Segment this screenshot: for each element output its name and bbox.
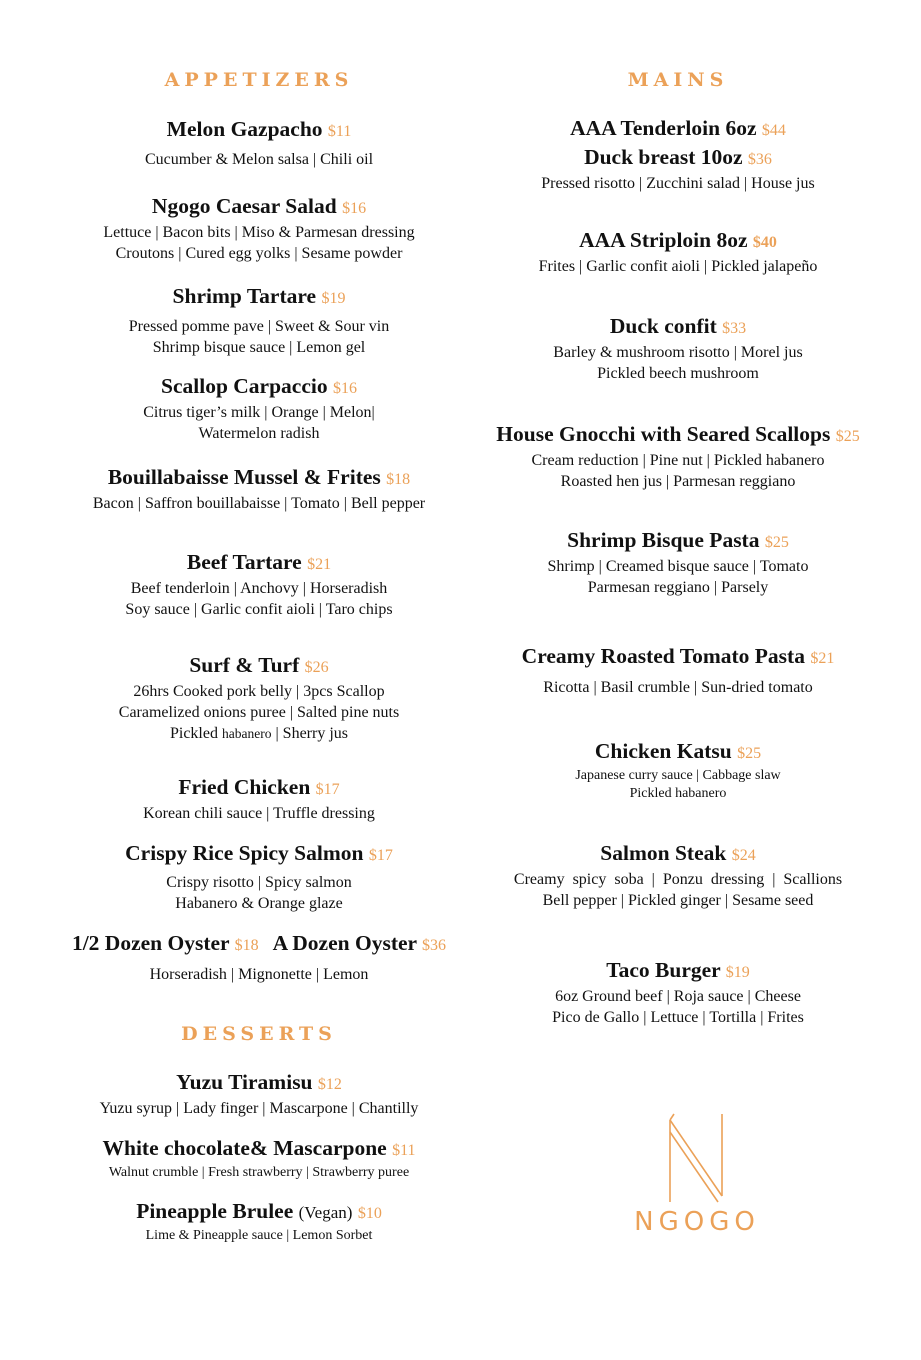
- item-description: Korean chili sauce | Truffle dressing: [143, 805, 375, 822]
- item-name: Yuzu Tiramisu: [176, 1070, 313, 1094]
- item-description: Pico de Gallo | Lettuce | Tortilla | Frites: [552, 1009, 804, 1026]
- item-description: Shrimp | Creamed bisque sauce | Tomato: [547, 558, 809, 575]
- item-price: $17: [315, 781, 340, 798]
- item-description: Cream reduction | Pine nut | Pickled habanero: [531, 452, 825, 469]
- item-name: Beef Tartare: [186, 550, 302, 574]
- item-description: Walnut crumble | Fresh strawberry | Strawberry puree: [108, 1165, 410, 1180]
- item-name: Taco Burger: [606, 958, 721, 982]
- mains-heading: MAINS: [627, 69, 729, 91]
- appetizers-heading: APPETIZERS: [164, 69, 354, 91]
- item-name: Fried Chicken: [178, 775, 311, 799]
- menu-item-crispy-rice-spicy-salmon: [40, 840, 478, 914]
- menu-item-scallop-carpaccio: [40, 373, 478, 444]
- item-price: $21: [307, 556, 332, 573]
- menu-item-ngogo-caesar-salad: [40, 193, 478, 264]
- item-price: $11: [327, 123, 352, 140]
- item-description: Soy sauce | Garlic confit aioli | Taro chips: [125, 601, 393, 618]
- item-name: Crispy Rice Spicy Salmon: [125, 841, 364, 865]
- item-price: $21: [810, 650, 835, 667]
- item-description: Lime & Pineapple sauce | Lemon Sorbet: [145, 1228, 373, 1243]
- menu-item-taco-burger: [478, 957, 878, 1028]
- menu-item-yuzu-tiramisu: [40, 1069, 478, 1119]
- item-description: Citrus tiger’s milk | Orange | Melon|: [143, 404, 375, 421]
- item-price: $36: [422, 937, 447, 954]
- menu-item-pineapple-brulee: [40, 1198, 478, 1245]
- item-name: Shrimp Tartare: [172, 284, 317, 308]
- menu-item-tenderloin-duck-breast: [478, 115, 878, 194]
- item-description: Lettuce | Bacon bits | Miso & Parmesan dressing: [103, 224, 415, 241]
- brand-wordmark: NGOGO: [634, 1207, 760, 1237]
- item-price: $36: [747, 151, 772, 168]
- item-name: White chocolate& Mascarpone: [102, 1136, 387, 1160]
- item-description: Frites | Garlic confit aioli | Pickled jalapeño: [538, 258, 818, 275]
- item-price: $33: [722, 320, 747, 337]
- item-price: $19: [725, 964, 750, 981]
- item-description: Cucumber & Melon salsa | Chili oil: [144, 151, 374, 168]
- item-description: Creamy spicy soba | Ponzu dressing | Scallions: [513, 871, 843, 888]
- menu-item-white-chocolate-mascarpone: [40, 1135, 478, 1182]
- item-price: $11: [392, 1142, 416, 1159]
- item-description: Yuzu syrup | Lady finger | Mascarpone | Chantilly: [99, 1100, 419, 1117]
- ngogo-logo: [622, 1112, 772, 1242]
- item-price: $24: [731, 847, 756, 864]
- item-price: $12: [317, 1076, 342, 1093]
- menu-item-bouillabaisse: [40, 464, 478, 514]
- item-name: Chicken Katsu: [594, 739, 732, 763]
- item-description: Croutons | Cured egg yolks | Sesame powder: [115, 245, 403, 262]
- item-description: 26hrs Cooked pork belly | 3pcs Scallop: [133, 683, 385, 700]
- menu-item-aaa-striploin: [478, 227, 878, 277]
- item-name: AAA Tenderloin 6oz: [570, 116, 757, 140]
- item-price: $25: [764, 534, 789, 551]
- item-description: Watermelon radish: [198, 425, 320, 442]
- item-name: AAA Striploin 8oz: [579, 228, 748, 252]
- item-description: 6oz Ground beef | Roja sauce | Cheese: [555, 988, 801, 1005]
- item-description: Bell pepper | Pickled ginger | Sesame seed: [542, 892, 814, 909]
- item-description: Crispy risotto | Spicy salmon: [166, 874, 352, 891]
- item-description: Pickled beech mushroom: [597, 365, 759, 382]
- menu-item-duck-confit: [478, 313, 878, 384]
- item-description: Caramelized onions puree | Salted pine nuts: [118, 704, 400, 721]
- item-description: Roasted hen jus | Parmesan reggiano: [560, 473, 796, 490]
- item-name: Ngogo Caesar Salad: [151, 194, 337, 218]
- item-price: $16: [342, 200, 367, 217]
- item-price: $40: [752, 234, 777, 251]
- item-name: Surf & Turf: [189, 653, 300, 677]
- item-price: $18: [234, 937, 259, 954]
- desserts-heading: DESSERTS: [181, 1023, 337, 1045]
- item-price: $19: [321, 290, 346, 307]
- item-name: Scallop Carpaccio: [161, 374, 328, 398]
- menu-item-house-gnocchi: [478, 421, 878, 492]
- item-description: Beef tenderloin | Anchovy | Horseradish: [130, 580, 388, 597]
- item-description: Ricotta | Basil crumble | Sun-dried tomato: [543, 679, 813, 696]
- menu-item-oysters: [40, 930, 478, 985]
- item-name: House Gnocchi with Seared Scallops: [496, 422, 831, 446]
- menu-item-surf-and-turf: [40, 652, 478, 744]
- item-price: $26: [304, 659, 329, 676]
- item-description: Parmesan reggiano | Parsely: [587, 579, 769, 596]
- ngogo-n-mark-icon: [622, 1112, 772, 1204]
- item-name: Creamy Roasted Tomato Pasta: [521, 644, 805, 668]
- item-price: $44: [761, 122, 786, 139]
- item-name: A Dozen Oyster: [272, 931, 417, 955]
- item-price: $25: [737, 745, 762, 762]
- item-name: 1/2 Dozen Oyster: [71, 931, 230, 955]
- item-description: Horseradish | Mignonette | Lemon: [149, 966, 369, 983]
- item-price: $16: [333, 380, 357, 397]
- item-price: $10: [357, 1205, 382, 1222]
- menu-item-fried-chicken: [40, 774, 478, 824]
- item-name: Bouillabaisse Mussel & Frites: [107, 465, 381, 489]
- menu-item-beef-tartare: [40, 549, 478, 620]
- item-name: Melon Gazpacho: [166, 117, 323, 141]
- item-name: Duck breast 10oz: [584, 145, 743, 169]
- menu-item-shrimp-tartare: [40, 283, 478, 358]
- item-description: Pickled habanero: [629, 786, 727, 801]
- item-price: $18: [386, 471, 411, 488]
- menu-item-melon-gazpacho: [40, 116, 478, 170]
- item-description: Pickled habanero | Sherry jus: [169, 725, 348, 742]
- menu-item-creamy-roasted-tomato-pasta: [478, 643, 878, 698]
- item-price: $17: [368, 847, 393, 864]
- item-note: (Vegan): [298, 1203, 353, 1222]
- item-description: Japanese curry sauce | Cabbage slaw: [575, 768, 781, 783]
- item-name: Shrimp Bisque Pasta: [567, 528, 760, 552]
- item-description: Barley & mushroom risotto | Morel jus: [553, 344, 803, 361]
- item-name: Salmon Steak: [600, 841, 727, 865]
- item-description: Habanero & Orange glaze: [175, 895, 343, 912]
- item-price: $25: [835, 428, 860, 445]
- item-name: Pineapple Brulee: [136, 1199, 294, 1223]
- menu-item-chicken-katsu: [478, 738, 878, 803]
- item-description: Shrimp bisque sauce | Lemon gel: [152, 339, 366, 356]
- item-description: Pressed pomme pave | Sweet & Sour vin: [128, 318, 390, 335]
- item-name: Duck confit: [609, 314, 717, 338]
- menu-item-shrimp-bisque-pasta: [478, 527, 878, 598]
- menu-item-salmon-steak: [478, 840, 878, 911]
- item-description: Pressed risotto | Zucchini salad | House jus: [541, 175, 815, 192]
- item-description: Bacon | Saffron bouillabaisse | Tomato | Bell pepper: [92, 495, 426, 512]
